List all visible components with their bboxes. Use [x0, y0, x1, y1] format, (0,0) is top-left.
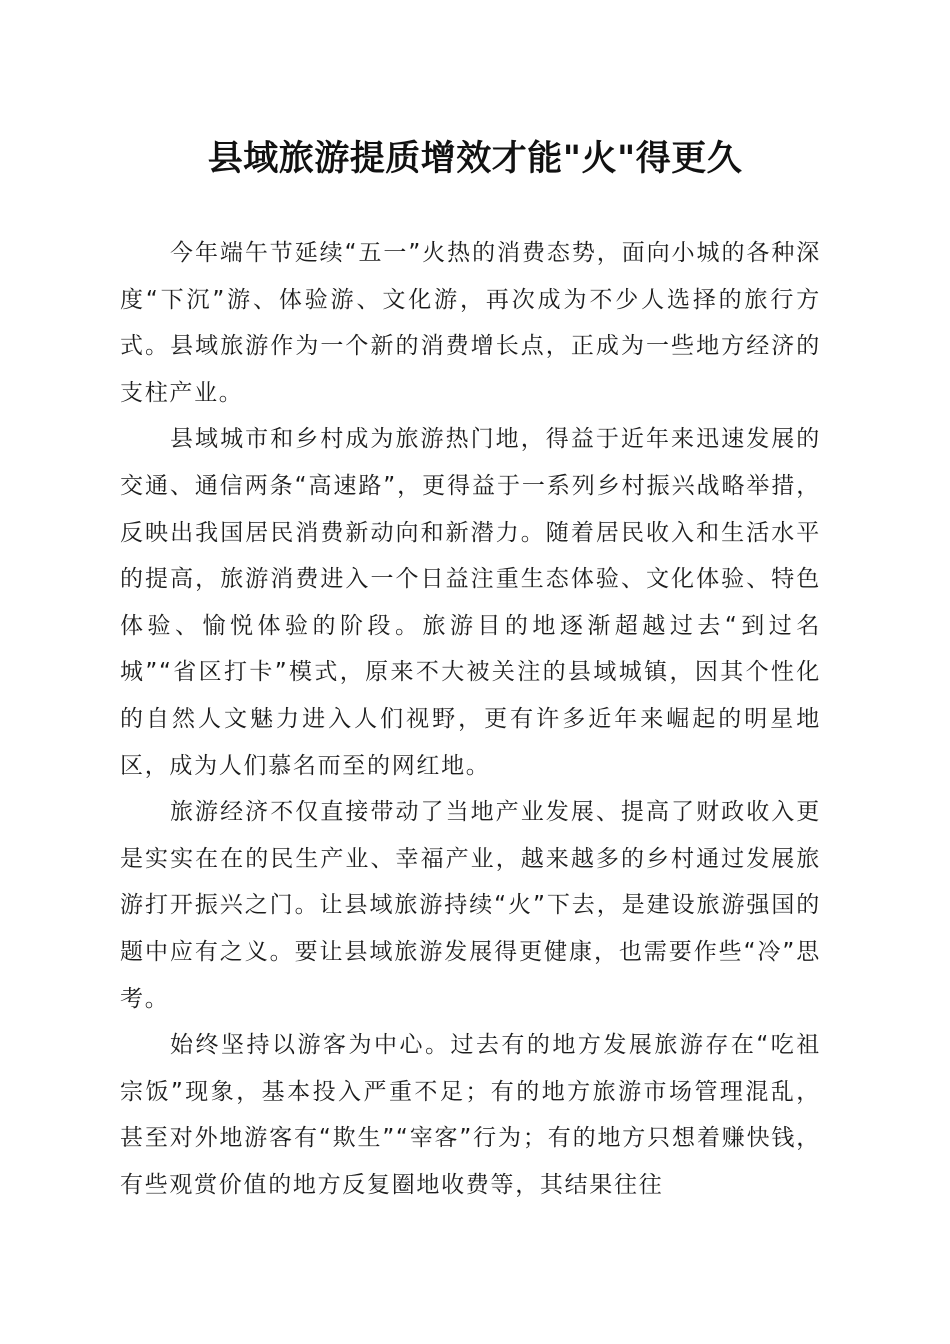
paragraph-4: 始终坚持以游客为中心。过去有的地方发展旅游存在“吃祖宗饭”现象，基本投入严重不足；有的地方旅游市场管理混乱，甚至对外地游客有“欺生”“宰客”行为；有的地方只想着赚快钱，有些观赏价值的地方反复圈地收费等，其结果往往: [120, 1032, 821, 1198]
paragraph-3: 旅游经济不仅直接带动了当地产业发展、提高了财政收入更是实实在在的民生产业、幸福产业，越来越多的乡村通过发展旅游打开振兴之门。让县域旅游持续“火”下去，是建设旅游强国的题中应有之义。要让县域旅游发展得更健康，也需要作些“冷”思考。: [120, 799, 821, 1012]
paragraph-2: 县域城市和乡村成为旅游热门地，得益于近年来迅速发展的交通、通信两条“高速路”，更得益于一系列乡村振兴战略举措，反映出我国居民消费新动向和新潜力。随着居民收入和生活水平的提高，旅游消费进入一个日益注重生态体验、文化体验、特色体验、愉悦体验的阶段。旅游目的地逐渐超越过去“到过名城”“省区打卡”模式，原来不大被关注的县域城镇，因其个性化的自然人文魅力进入人们视野，更有许多近年来崛起的明星地区，成为人们慕名而至的网红地。: [120, 426, 821, 779]
document-body: [120, 230, 821, 1208]
document-title: 县域旅游提质增效才能"火"得更久: [207, 138, 743, 179]
paragraph-1: 今年端午节延续“五一”火热的消费态势，面向小城的各种深度“下沉”游、体验游、文化游，再次成为不少人选择的旅行方式。县域旅游作为一个新的消费增长点，正成为一些地方经济的支柱产业。: [120, 240, 821, 406]
